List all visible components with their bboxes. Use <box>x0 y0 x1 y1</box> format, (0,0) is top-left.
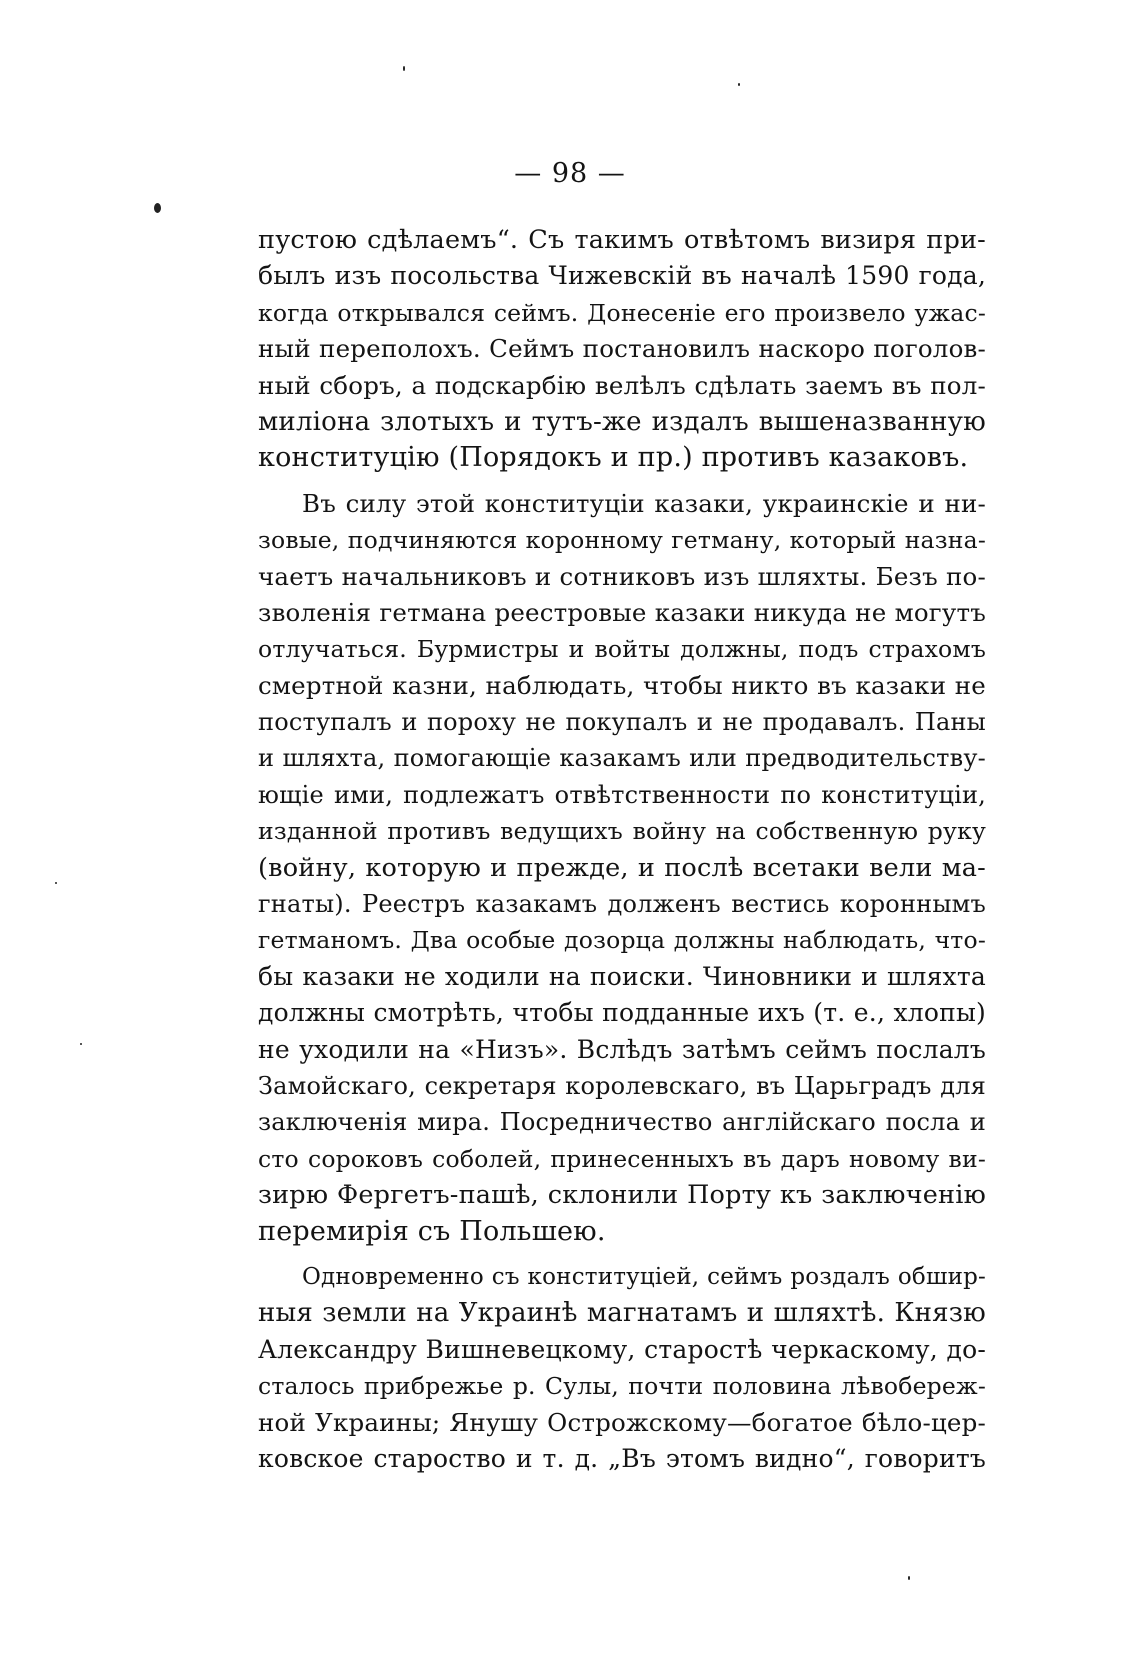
text-line: пустою сдѣлаемъ“. Съ такимъ отвѣтомъ визиря при- <box>258 225 986 255</box>
text-line: Въ силу этой конституціи казаки, украинскіе и ни- <box>302 488 986 518</box>
text-line: ющіе ими, подлежатъ отвѣтственности по конституціи, <box>258 780 986 809</box>
ink-speck <box>55 882 57 884</box>
text-line: ныя земли на Украинѣ магнатамъ и шляхтѣ. Князю <box>258 1298 986 1329</box>
text-line: былъ изъ посольства Чижевскій въ началѣ 1590 года, <box>258 261 986 291</box>
text-line: зволенія гетмана реестровые казаки никуда не могутъ <box>258 597 986 627</box>
text-line: конституцію (Порядокъ и пр.) противъ казаковъ. <box>258 442 969 474</box>
text-line: перемирія съ Польшею. <box>258 1215 606 1247</box>
text-line: должны смотрѣть, чтобы подданные ихъ (т. е., хлопы) <box>258 998 986 1028</box>
text-line: Одновременно съ конституціей, сеймъ роздалъ обшир- <box>302 1263 986 1290</box>
text-line: зирю Фергетъ-пашѣ, склонили Порту къ заключенію <box>258 1180 986 1211</box>
text-line: Александру Вишневецкому, старостѣ черкаскому, до- <box>258 1334 986 1364</box>
text-line: ковское староство и т. д. „Въ этомъ видно“, говоритъ <box>258 1443 986 1473</box>
ink-speck <box>80 1043 82 1045</box>
text-line: гнаты). Реестръ казакамъ долженъ вестись короннымъ <box>258 890 986 919</box>
text-line: поступалъ и пороху не покупалъ и не продавалъ. Паны <box>258 708 986 737</box>
text-line: зовые, подчиняются коронному гетману, который назна- <box>258 526 986 555</box>
paragraph-2 <box>258 486 986 1250</box>
ink-speck <box>154 203 161 213</box>
text-line: чаетъ начальниковъ и сотниковъ изъ шляхты. Безъ по- <box>258 561 986 591</box>
text-line: сто сороковъ соболей, принесенныхъ въ даръ новому ви- <box>258 1144 986 1173</box>
ink-speck <box>403 66 405 71</box>
text-line: заключенія мира. Посредничество англійскаго посла и <box>258 1108 986 1137</box>
text-line: Замойскаго, секретаря королевскаго, въ Царьградъ для <box>258 1071 986 1100</box>
body-text <box>258 222 986 1486</box>
paragraph-3 <box>258 1259 986 1477</box>
text-line: гетманомъ. Два особые дозорца должны наблюдать, что- <box>258 926 986 955</box>
ink-speck <box>908 1576 910 1580</box>
text-line: отлучаться. Бурмистры и войты должны, подъ страхомъ <box>258 635 986 664</box>
text-line: изданной противъ ведущихъ войну на собственную руку <box>258 817 986 846</box>
text-line: не уходили на «Низъ». Вслѣдъ затѣмъ сеймъ послалъ <box>258 1034 986 1064</box>
ink-speck <box>738 83 740 86</box>
text-line: ной Украины; Янушу Острожскому—богатое бѣло-цер- <box>258 1407 986 1437</box>
paragraph-1 <box>258 222 986 477</box>
page-number: — 98 — <box>514 158 626 189</box>
text-line: ный переполохъ. Сеймъ постановилъ наскоро поголов- <box>258 334 986 364</box>
text-line: смертной казни, наблюдать, чтобы никто въ казаки не <box>258 670 986 700</box>
text-line: когда открывался сеймъ. Донесеніе его произвело ужас- <box>258 298 986 327</box>
text-line: бы казаки не ходили на поиски. Чиновники и шляхта <box>258 961 986 991</box>
text-line: и шляхта, помогающіе казакамъ или предводительству- <box>258 744 986 773</box>
text-line: миліона злотыхъ и тутъ-же издалъ вышеназванную <box>258 406 986 437</box>
text-line: ный сборъ, а подскарбію велѣлъ сдѣлать заемъ въ пол- <box>258 370 986 400</box>
text-line: (войну, которую и прежде, и послѣ всетаки вели ма- <box>258 852 986 883</box>
text-line: сталось прибрежье р. Сулы, почти половина лѣвобереж- <box>258 1372 986 1401</box>
